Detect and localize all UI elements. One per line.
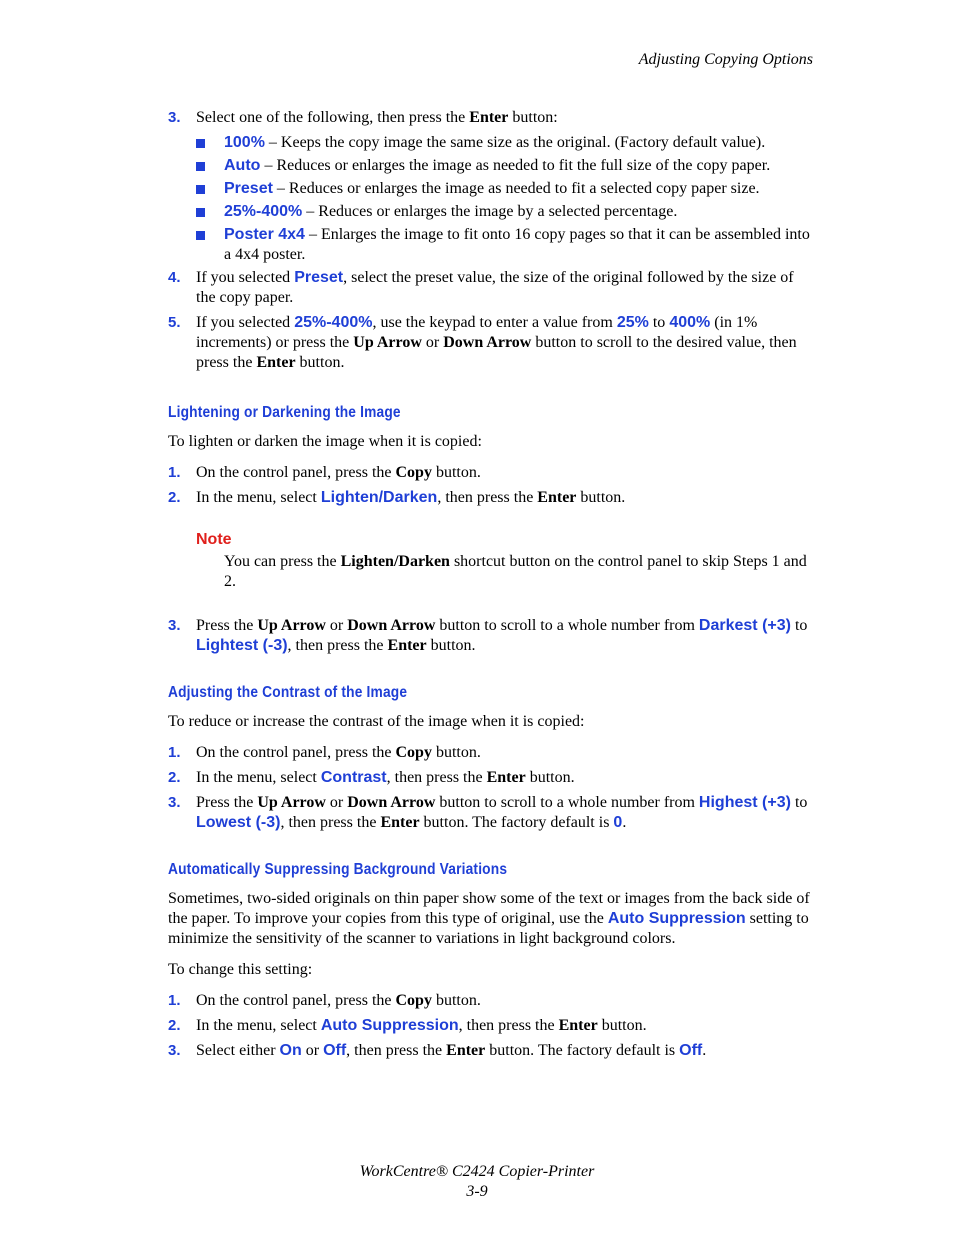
step-3-select-option: 3. Select one of the following, then press the Enter button: [168,109,558,126]
option-bullet-list [168,133,813,265]
running-header: Adjusting Copying Options [638,51,813,68]
bullet-item-25-400: 25%-400% – Reduces or enlarges the image by a selected percentage. [168,202,813,222]
step-number: 1. [168,744,181,761]
note-body: You can press the Lighten/Darken shortcut button on the control panel to skip Steps 1 and 2. [224,553,807,590]
footer-product: WorkCentre® C2424 Copier-Printer [359,1163,595,1180]
step-number: 2. [168,1017,181,1034]
step-2-menu: 2. In the menu, select Lighten/Darken, then press the Enter button. [168,489,626,506]
bullet-square-icon [196,139,205,148]
step-number: 3. [168,1042,181,1059]
step-number: 2. [168,769,181,786]
step-2-menu: 2. In the menu, select Contrast, then press the Enter button. [168,769,575,786]
section-heading-contrast: Adjusting the Contrast of the Image [168,684,408,701]
step-number: 2. [168,489,181,506]
section-intro: To lighten or darken the image when it is copied: [168,433,482,450]
step-5-percentage: 5. If you selected 25%-400%, use the keypad to enter a value from 25% to 400% (in 1% increments) or press the Up Arrow or Down Arrow button to scroll to the desired value, then press the Enter button. [168,314,797,371]
step-number: 3. [168,794,181,811]
section-intro: Sometimes, two-sided originals on thin paper show some of the text or images from the back side of the paper. To improve your copies from this type of original, use the Auto Suppression setting to minimize the sensitivity of the scanner to variations in light background colors. [168,890,810,947]
change-setting-text: To change this setting: [168,961,313,978]
step-2-menu: 2. In the menu, select Auto Suppression, then press the Enter button. [168,1017,647,1034]
bullet-item-preset: Preset – Reduces or enlarges the image as needed to fit a selected copy paper size. [168,179,813,199]
step-3-select: 3. Select either On or Off, then press the Enter button. The factory default is Off. [168,1042,707,1059]
bullet-square-icon [196,185,205,194]
step-number: 1. [168,992,181,1009]
bullet-item-100: 100% – Keeps the copy image the same size as the original. (Factory default value). [168,133,813,153]
step-number: 4. [168,269,181,286]
bullet-square-icon [196,231,205,240]
section-intro: To reduce or increase the contrast of the image when it is copied: [168,713,585,730]
step-1-copy: 1. On the control panel, press the Copy button. [168,464,481,481]
section-heading-lighten: Lightening or Darkening the Image [168,404,401,421]
footer-page-number: 3-9 [466,1183,488,1200]
bullet-item-auto: Auto – Reduces or enlarges the image as needed to fit the full size of the copy paper. [168,156,813,176]
step-1-copy: 1. On the control panel, press the Copy button. [168,992,481,1009]
step-1-copy: 1. On the control panel, press the Copy button. [168,744,481,761]
bullet-square-icon [196,162,205,171]
step-4-preset: 4. If you selected Preset, select the preset value, the size of the original followed by the size of the copy paper. [168,269,794,306]
bullet-square-icon [196,208,205,217]
step-number: 5. [168,314,181,331]
step-number: 3. [168,617,181,634]
page-content [168,108,813,1066]
step-3-scroll: 3. Press the Up Arrow or Down Arrow button to scroll to a whole number from Highest (+3) to Lowest (-3), then press the Enter button. The factory default is 0. [168,794,808,831]
note-title: Note [196,531,232,548]
section-heading-suppression: Automatically Suppressing Background Variations [168,861,508,878]
step-number: 1. [168,464,181,481]
step-3-scroll: 3. Press the Up Arrow or Down Arrow button to scroll to a whole number from Darkest (+3) to Lightest (-3), then press the Enter button. [168,617,808,654]
step-number: 3. [168,109,181,126]
bullet-item-poster: Poster 4x4 – Enlarges the image to fit onto 16 copy pages so that it can be assembled into a 4x4 poster. [168,225,813,265]
